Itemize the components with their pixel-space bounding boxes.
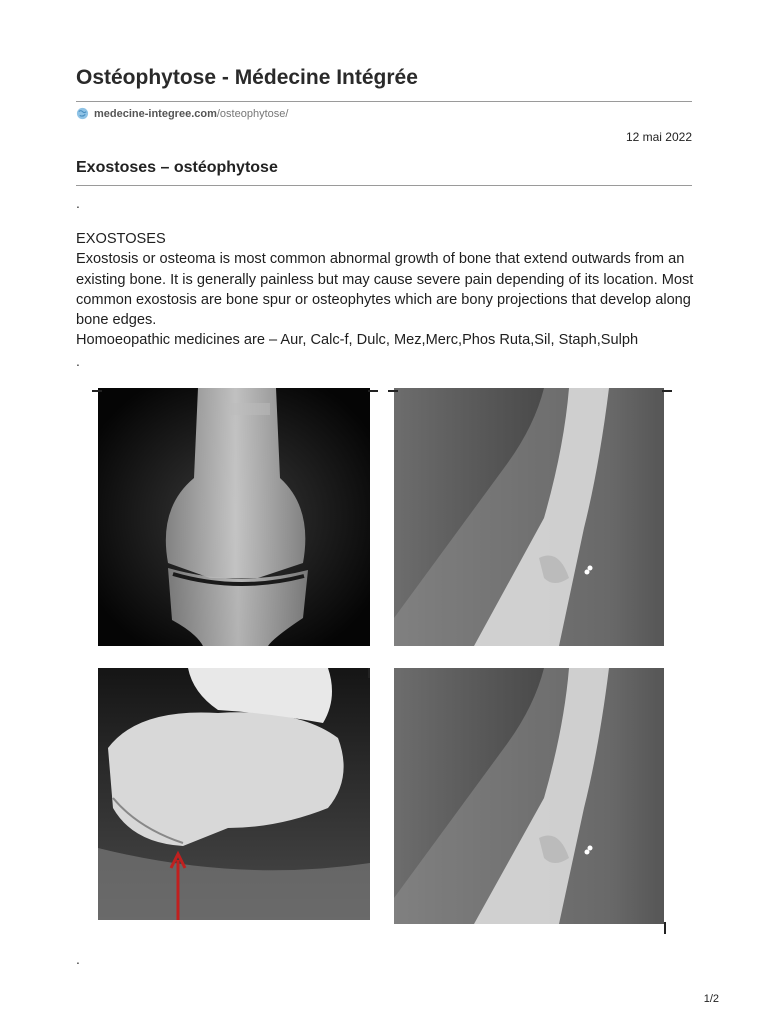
xray-femur-image-bottom [394,668,664,924]
crop-mark [664,922,666,934]
section-divider [76,185,692,186]
xray-femur-image-top [394,388,664,646]
separator-dot-bottom: . [76,951,80,967]
globe-icon [76,107,89,120]
xray-figure [92,382,676,938]
body-paragraph: Exostosis or osteoma is most common abnormal growth of bone that extend outwards from an existing bone. It is generally painless but may cause severe pain depending of its location. Most common exostosis are bone spur or osteophytes which are bony projections that develop along bone edges. [76,251,694,329]
source-domain[interactable]: medecine-integree.com [94,107,217,120]
xray-knee-image [98,388,370,646]
section-heading: Exostoses – ostéophytose [76,159,278,176]
separator-dot-mid: . [76,353,80,369]
source-link[interactable] [76,107,288,120]
crop-mark [92,390,102,392]
page-title: Ostéophytose - Médecine Intégrée [76,66,418,89]
xray-heel-image [98,668,370,920]
publish-date: 12 mai 2022 [625,130,692,144]
crop-mark [368,668,370,678]
body-heading: EXOSTOSES [76,231,166,247]
crop-mark [388,390,398,392]
source-path[interactable]: /osteophytose/ [216,107,289,120]
title-divider [76,101,692,102]
page-number: 1/2 [703,993,719,1005]
crop-mark [368,390,378,392]
article-body [76,229,696,351]
separator-dot-top: . [76,195,80,211]
body-medicines: Homoeopathic medicines are – Aur, Calc-f, Dulc, Mez,Merc,Phos Ruta,Sil, Staph,Sulph [76,332,639,349]
crop-mark [662,390,672,392]
